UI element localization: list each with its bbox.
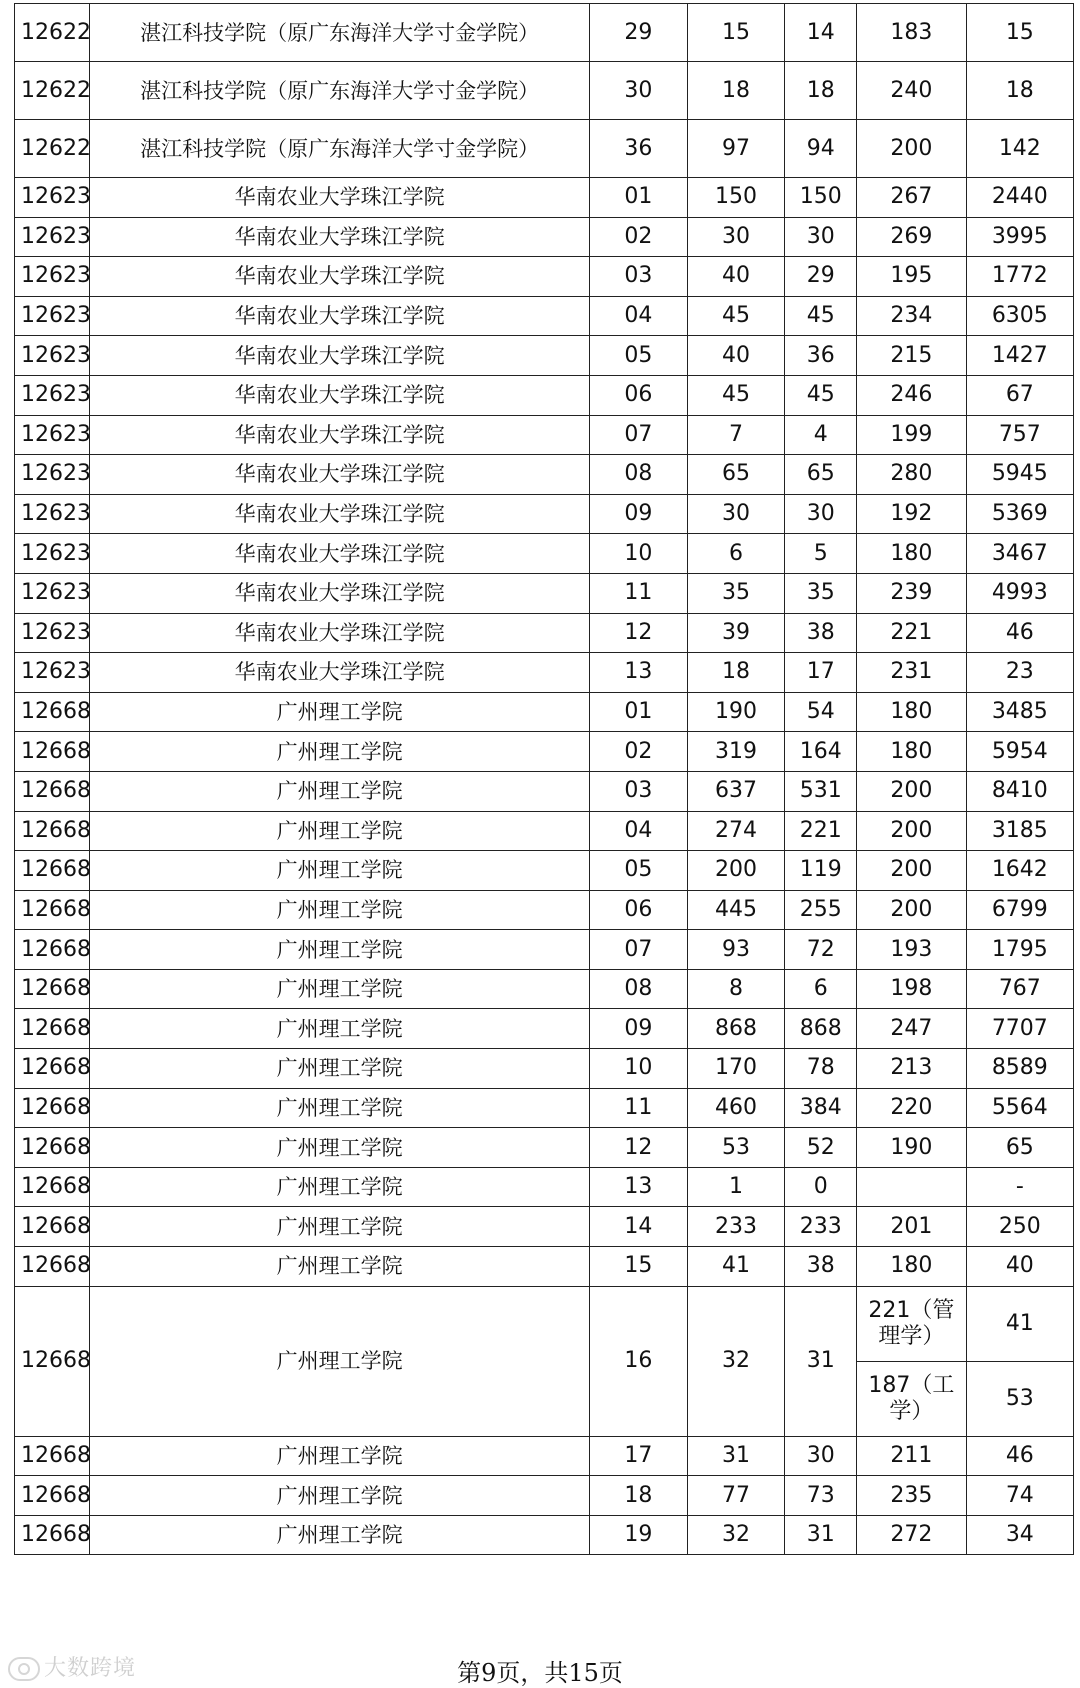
cell-plan: 18 (687, 653, 785, 693)
cell-admitted: 0 (785, 1167, 857, 1207)
cell-min-rank: 8410 (966, 771, 1073, 811)
table-row (15, 1128, 1074, 1168)
cell-code: 12623 (15, 257, 90, 297)
cell-group: 11 (590, 1088, 688, 1128)
cell-school-name: 广州理工学院 (90, 771, 590, 811)
cell-min-rank: 1772 (966, 257, 1073, 297)
cell-min-rank: 67 (966, 375, 1073, 415)
cell-min-rank: 5945 (966, 455, 1073, 495)
cell-plan: 32 (687, 1286, 785, 1436)
table-row (15, 534, 1074, 574)
cell-min-score: 201 (857, 1207, 966, 1247)
table-row (15, 1167, 1074, 1207)
cell-min-rank: 46 (966, 1436, 1073, 1476)
cell-group: 05 (590, 851, 688, 891)
cell-code: 12668 (15, 930, 90, 970)
cell-min-score: 272 (857, 1515, 966, 1555)
cell-plan: 233 (687, 1207, 785, 1247)
cell-group: 14 (590, 1207, 688, 1247)
cell-code: 12623 (15, 217, 90, 257)
cell-admitted: 31 (785, 1515, 857, 1555)
cell-code: 12623 (15, 494, 90, 534)
cell-code: 12668 (15, 1009, 90, 1049)
cell-admitted: 531 (785, 771, 857, 811)
cell-min-score: 220 (857, 1088, 966, 1128)
cell-min-rank: 3185 (966, 811, 1073, 851)
cell-code: 12668 (15, 1207, 90, 1247)
cell-code: 12668 (15, 1049, 90, 1089)
cell-min-rank: 5369 (966, 494, 1073, 534)
cell-school-name: 广州理工学院 (90, 732, 590, 772)
cell-plan: 200 (687, 851, 785, 891)
cell-min-score: 215 (857, 336, 966, 376)
cell-group: 10 (590, 534, 688, 574)
cell-min-score: 180 (857, 1247, 966, 1287)
cell-admitted: 17 (785, 653, 857, 693)
cell-plan: 39 (687, 613, 785, 653)
cell-admitted: 72 (785, 930, 857, 970)
cell-min-rank: 53 (966, 1361, 1073, 1436)
cell-group: 17 (590, 1436, 688, 1476)
cell-min-rank: 5564 (966, 1088, 1073, 1128)
cell-code: 12668 (15, 1128, 90, 1168)
cell-min-score: 192 (857, 494, 966, 534)
cell-code: 12623 (15, 178, 90, 218)
cell-admitted: 30 (785, 1436, 857, 1476)
table-row (15, 732, 1074, 772)
cell-group: 09 (590, 494, 688, 534)
cell-group: 06 (590, 890, 688, 930)
cell-school-name: 广州理工学院 (90, 1207, 590, 1247)
cell-plan: 31 (687, 1436, 785, 1476)
cell-plan: 445 (687, 890, 785, 930)
cell-min-score: 180 (857, 692, 966, 732)
cell-school-name: 广州理工学院 (90, 1167, 590, 1207)
cell-plan: 7 (687, 415, 785, 455)
cell-admitted: 5 (785, 534, 857, 574)
cell-plan: 30 (687, 494, 785, 534)
cell-group: 12 (590, 613, 688, 653)
cell-min-score: 280 (857, 455, 966, 495)
cell-admitted: 18 (785, 62, 857, 120)
cell-min-rank: 3485 (966, 692, 1073, 732)
cell-plan: 35 (687, 573, 785, 613)
cell-group: 02 (590, 217, 688, 257)
cell-code: 12668 (15, 1167, 90, 1207)
cell-min-score: 183 (857, 4, 966, 62)
cell-min-score: 231 (857, 653, 966, 693)
cell-school-name: 广州理工学院 (90, 1009, 590, 1049)
cell-code: 12668 (15, 732, 90, 772)
cell-school-name: 华南农业大学珠江学院 (90, 178, 590, 218)
cell-admitted: 384 (785, 1088, 857, 1128)
cell-school-name: 华南农业大学珠江学院 (90, 336, 590, 376)
cell-admitted: 65 (785, 455, 857, 495)
table-row (15, 217, 1074, 257)
cell-code: 12668 (15, 1476, 90, 1516)
cell-min-rank: 41 (966, 1286, 1073, 1361)
cell-admitted: 38 (785, 1247, 857, 1287)
cell-school-name: 华南农业大学珠江学院 (90, 613, 590, 653)
table-row (15, 1476, 1074, 1516)
table-row (15, 1088, 1074, 1128)
cell-school-name: 华南农业大学珠江学院 (90, 534, 590, 574)
cell-admitted: 31 (785, 1286, 857, 1436)
cell-plan: 40 (687, 257, 785, 297)
cell-min-score: 187（工学） (857, 1361, 966, 1436)
cell-code: 12668 (15, 1515, 90, 1555)
cell-min-score: 267 (857, 178, 966, 218)
table-row (15, 120, 1074, 178)
cell-min-rank: 34 (966, 1515, 1073, 1555)
cell-admitted: 73 (785, 1476, 857, 1516)
cell-min-rank: 1427 (966, 336, 1073, 376)
cell-school-name: 华南农业大学珠江学院 (90, 257, 590, 297)
cell-group: 06 (590, 375, 688, 415)
cell-school-name: 华南农业大学珠江学院 (90, 296, 590, 336)
cell-min-rank: 15 (966, 4, 1073, 62)
cell-plan: 65 (687, 455, 785, 495)
table-row (15, 692, 1074, 732)
cell-plan: 1 (687, 1167, 785, 1207)
cell-admitted: 233 (785, 1207, 857, 1247)
table-row (15, 1207, 1074, 1247)
cell-min-score: 239 (857, 573, 966, 613)
cell-plan: 45 (687, 296, 785, 336)
table-row (15, 771, 1074, 811)
cell-group: 01 (590, 178, 688, 218)
cell-min-rank: - (966, 1167, 1073, 1207)
table-row (15, 178, 1074, 218)
cell-plan: 45 (687, 375, 785, 415)
cell-group: 18 (590, 1476, 688, 1516)
cell-plan: 150 (687, 178, 785, 218)
cell-code: 12623 (15, 336, 90, 376)
cell-min-score: 269 (857, 217, 966, 257)
cell-min-score: 190 (857, 1128, 966, 1168)
cell-admitted: 94 (785, 120, 857, 178)
cell-plan: 274 (687, 811, 785, 851)
cell-school-name: 华南农业大学珠江学院 (90, 573, 590, 613)
cell-min-score: 200 (857, 120, 966, 178)
cell-code: 12623 (15, 415, 90, 455)
table-row (15, 890, 1074, 930)
table-row (15, 1009, 1074, 1049)
table-row (15, 4, 1074, 62)
cell-school-name: 广州理工学院 (90, 1476, 590, 1516)
table-row (15, 1247, 1074, 1287)
table-row (15, 930, 1074, 970)
cell-min-score: 235 (857, 1476, 966, 1516)
table-row (15, 851, 1074, 891)
cell-plan: 170 (687, 1049, 785, 1089)
cell-group: 16 (590, 1286, 688, 1436)
cell-min-rank: 18 (966, 62, 1073, 120)
cell-group: 36 (590, 120, 688, 178)
table-row (15, 1436, 1074, 1476)
cell-min-score: 234 (857, 296, 966, 336)
cell-group: 04 (590, 296, 688, 336)
cell-min-rank: 1795 (966, 930, 1073, 970)
table-row (15, 1286, 1074, 1361)
cell-group: 13 (590, 653, 688, 693)
table-row (15, 494, 1074, 534)
cell-min-score: 195 (857, 257, 966, 297)
cell-min-score: 193 (857, 930, 966, 970)
cell-code: 12668 (15, 851, 90, 891)
cell-school-name: 华南农业大学珠江学院 (90, 653, 590, 693)
cell-school-name: 华南农业大学珠江学院 (90, 415, 590, 455)
cell-group: 30 (590, 62, 688, 120)
cell-admitted: 35 (785, 573, 857, 613)
cell-admitted: 868 (785, 1009, 857, 1049)
cell-code: 12668 (15, 1436, 90, 1476)
cell-code: 12668 (15, 1088, 90, 1128)
cell-admitted: 6 (785, 969, 857, 1009)
cell-min-rank: 1642 (966, 851, 1073, 891)
cell-min-score: 211 (857, 1436, 966, 1476)
cell-school-name: 湛江科技学院（原广东海洋大学寸金学院） (90, 4, 590, 62)
cell-code: 12668 (15, 771, 90, 811)
table-row (15, 1049, 1074, 1089)
cell-group: 12 (590, 1128, 688, 1168)
cell-admitted: 30 (785, 217, 857, 257)
cell-min-score: 213 (857, 1049, 966, 1089)
cell-code: 12623 (15, 375, 90, 415)
cell-admitted: 78 (785, 1049, 857, 1089)
cell-admitted: 14 (785, 4, 857, 62)
cell-plan: 868 (687, 1009, 785, 1049)
table-row (15, 296, 1074, 336)
cell-group: 29 (590, 4, 688, 62)
cell-code: 12668 (15, 1286, 90, 1436)
cell-group: 19 (590, 1515, 688, 1555)
cell-min-score: 247 (857, 1009, 966, 1049)
cell-code: 12622 (15, 4, 90, 62)
table-row (15, 415, 1074, 455)
cell-code: 12623 (15, 613, 90, 653)
table-body (15, 4, 1074, 1555)
cell-group: 10 (590, 1049, 688, 1089)
cell-min-score: 200 (857, 771, 966, 811)
cell-code: 12623 (15, 534, 90, 574)
cell-group: 07 (590, 930, 688, 970)
table-row (15, 1515, 1074, 1555)
cell-min-rank: 2440 (966, 178, 1073, 218)
admission-table (14, 3, 1074, 1555)
table-row (15, 573, 1074, 613)
cell-plan: 637 (687, 771, 785, 811)
cell-group: 15 (590, 1247, 688, 1287)
cell-school-name: 广州理工学院 (90, 1286, 590, 1436)
table-row (15, 811, 1074, 851)
table-row (15, 336, 1074, 376)
cell-min-score: 200 (857, 890, 966, 930)
cell-code: 12668 (15, 890, 90, 930)
cell-code: 12623 (15, 573, 90, 613)
cell-min-rank: 250 (966, 1207, 1073, 1247)
cell-school-name: 湛江科技学院（原广东海洋大学寸金学院） (90, 62, 590, 120)
cell-min-score: 221（管理学） (857, 1286, 966, 1361)
cell-plan: 32 (687, 1515, 785, 1555)
cell-admitted: 45 (785, 375, 857, 415)
cell-plan: 319 (687, 732, 785, 772)
cell-plan: 18 (687, 62, 785, 120)
cell-plan: 190 (687, 692, 785, 732)
cell-school-name: 广州理工学院 (90, 1247, 590, 1287)
cell-min-score: 180 (857, 534, 966, 574)
cell-group: 08 (590, 969, 688, 1009)
cell-school-name: 广州理工学院 (90, 1049, 590, 1089)
cell-admitted: 4 (785, 415, 857, 455)
cell-min-rank: 6305 (966, 296, 1073, 336)
table-row (15, 613, 1074, 653)
cell-min-rank: 46 (966, 613, 1073, 653)
cell-school-name: 湛江科技学院（原广东海洋大学寸金学院） (90, 120, 590, 178)
cell-group: 13 (590, 1167, 688, 1207)
cell-school-name: 华南农业大学珠江学院 (90, 217, 590, 257)
cell-plan: 15 (687, 4, 785, 62)
cell-min-rank: 3467 (966, 534, 1073, 574)
table-row (15, 257, 1074, 297)
cell-plan: 53 (687, 1128, 785, 1168)
table-row (15, 653, 1074, 693)
cell-plan: 97 (687, 120, 785, 178)
cell-admitted: 45 (785, 296, 857, 336)
cell-code: 12622 (15, 62, 90, 120)
cell-plan: 77 (687, 1476, 785, 1516)
cell-plan: 93 (687, 930, 785, 970)
cell-code: 12668 (15, 692, 90, 732)
cell-min-rank: 8589 (966, 1049, 1073, 1089)
cell-school-name: 广州理工学院 (90, 930, 590, 970)
cell-plan: 6 (687, 534, 785, 574)
cell-min-rank: 4993 (966, 573, 1073, 613)
cell-min-rank: 757 (966, 415, 1073, 455)
cell-min-rank: 142 (966, 120, 1073, 178)
cell-group: 04 (590, 811, 688, 851)
table-row (15, 375, 1074, 415)
cell-plan: 460 (687, 1088, 785, 1128)
cell-min-score: 246 (857, 375, 966, 415)
cell-school-name: 华南农业大学珠江学院 (90, 494, 590, 534)
cell-school-name: 广州理工学院 (90, 890, 590, 930)
cell-school-name: 广州理工学院 (90, 1088, 590, 1128)
cell-group: 09 (590, 1009, 688, 1049)
cell-min-rank: 6799 (966, 890, 1073, 930)
cell-school-name: 广州理工学院 (90, 1128, 590, 1168)
cell-min-rank: 767 (966, 969, 1073, 1009)
cell-plan: 40 (687, 336, 785, 376)
cell-min-score: 240 (857, 62, 966, 120)
cell-min-rank: 74 (966, 1476, 1073, 1516)
cell-min-rank: 65 (966, 1128, 1073, 1168)
watermark-text: 大数跨境 (44, 1656, 137, 1681)
cell-school-name: 广州理工学院 (90, 1436, 590, 1476)
cell-min-rank: 23 (966, 653, 1073, 693)
cell-group: 03 (590, 771, 688, 811)
cell-group: 01 (590, 692, 688, 732)
cell-admitted: 52 (785, 1128, 857, 1168)
cell-group: 02 (590, 732, 688, 772)
cell-code: 12668 (15, 1247, 90, 1287)
cell-min-score: 199 (857, 415, 966, 455)
cell-group: 07 (590, 415, 688, 455)
cell-school-name: 华南农业大学珠江学院 (90, 375, 590, 415)
cell-admitted: 164 (785, 732, 857, 772)
cell-school-name: 广州理工学院 (90, 851, 590, 891)
table-row (15, 455, 1074, 495)
cell-school-name: 广州理工学院 (90, 692, 590, 732)
cell-admitted: 29 (785, 257, 857, 297)
cell-plan: 41 (687, 1247, 785, 1287)
table-row (15, 969, 1074, 1009)
cell-min-score (857, 1167, 966, 1207)
cell-plan: 30 (687, 217, 785, 257)
cell-group: 11 (590, 573, 688, 613)
cell-min-rank: 3995 (966, 217, 1073, 257)
cell-code: 12622 (15, 120, 90, 178)
cell-min-rank: 40 (966, 1247, 1073, 1287)
table-row (15, 62, 1074, 120)
cell-school-name: 广州理工学院 (90, 811, 590, 851)
cell-code: 12623 (15, 653, 90, 693)
cell-group: 08 (590, 455, 688, 495)
page-number: 第9页，共15页 (457, 1659, 623, 1687)
cell-school-name: 广州理工学院 (90, 1515, 590, 1555)
cell-code: 12623 (15, 455, 90, 495)
cell-min-score: 200 (857, 811, 966, 851)
cell-group: 03 (590, 257, 688, 297)
cell-admitted: 150 (785, 178, 857, 218)
cell-admitted: 255 (785, 890, 857, 930)
cell-min-score: 221 (857, 613, 966, 653)
cell-plan: 8 (687, 969, 785, 1009)
cell-min-rank: 7707 (966, 1009, 1073, 1049)
cell-admitted: 221 (785, 811, 857, 851)
cell-min-score: 200 (857, 851, 966, 891)
cell-admitted: 30 (785, 494, 857, 534)
cell-code: 12623 (15, 296, 90, 336)
cell-min-rank: 5954 (966, 732, 1073, 772)
cell-admitted: 119 (785, 851, 857, 891)
cell-school-name: 华南农业大学珠江学院 (90, 455, 590, 495)
cell-group: 05 (590, 336, 688, 376)
cell-admitted: 38 (785, 613, 857, 653)
cell-code: 12668 (15, 969, 90, 1009)
cell-admitted: 54 (785, 692, 857, 732)
cell-admitted: 36 (785, 336, 857, 376)
cell-school-name: 广州理工学院 (90, 969, 590, 1009)
cell-code: 12668 (15, 811, 90, 851)
cell-min-score: 180 (857, 732, 966, 772)
cell-min-score: 198 (857, 969, 966, 1009)
